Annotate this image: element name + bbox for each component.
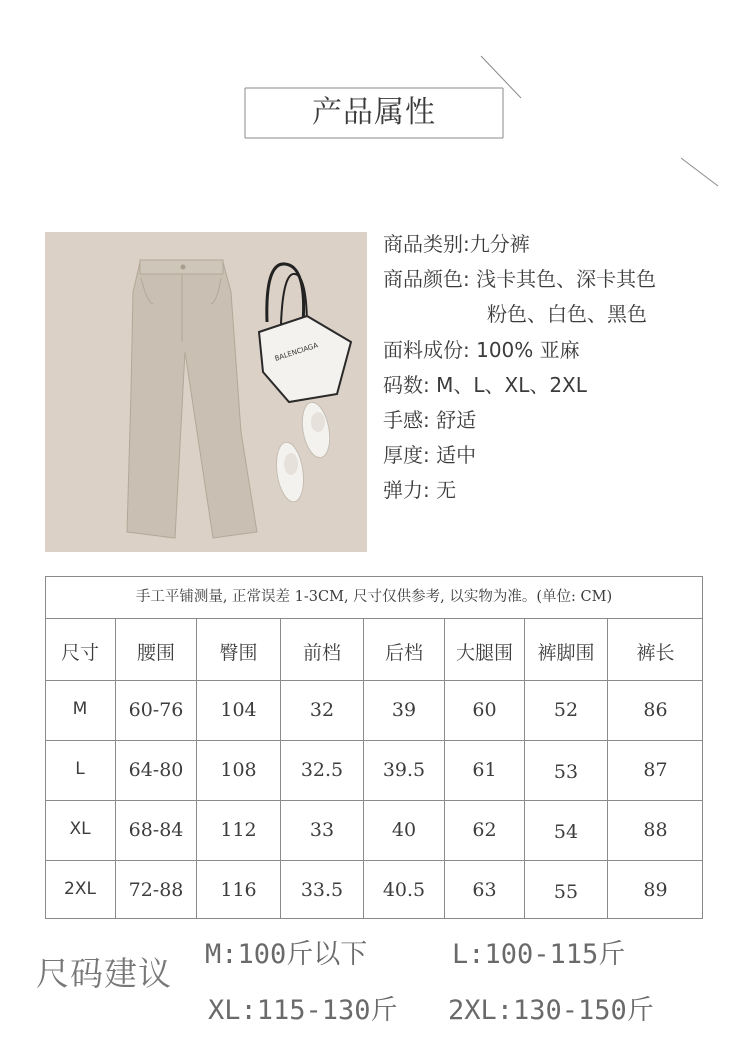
attr-thickness: 厚度: 适中 <box>383 443 477 467</box>
table-cell: 39.5 <box>382 759 426 781</box>
table-cell: 39 <box>391 699 417 721</box>
table-row-size: L <box>75 759 85 779</box>
table-cell: 32 <box>309 699 335 721</box>
table-cell: 60 <box>472 699 497 721</box>
attr-color-continued: 粉色、白色、黑色 <box>487 302 647 326</box>
table-cell: 89 <box>643 879 668 901</box>
header-thigh: 大腿围 <box>455 642 513 664</box>
header-back-rise: 后档 <box>384 642 423 664</box>
size-table <box>45 576 703 919</box>
attr-feel: 手感: 舒适 <box>383 408 477 432</box>
title-frame <box>245 88 503 138</box>
table-cell: 33.5 <box>300 879 344 901</box>
table-row-size: XL <box>69 819 91 839</box>
table-cell: 68-84 <box>128 819 184 841</box>
table-cell: 62 <box>472 819 497 841</box>
table-cell: 108 <box>220 759 257 781</box>
table-grid <box>45 576 703 919</box>
header-leg-opening: 裤脚围 <box>537 642 595 664</box>
size-suggestion-item: 2XL:130-150斤 <box>448 995 654 1026</box>
table-cell: 87 <box>643 759 668 781</box>
table-cell: 86 <box>643 699 668 721</box>
table-cell: 40 <box>391 819 417 841</box>
header-size: 尺寸 <box>60 642 99 664</box>
attr-category: 商品类别:九分裤 <box>383 232 530 256</box>
table-cell: 112 <box>220 819 257 841</box>
attr-material: 面料成份: 100% 亚麻 <box>383 338 580 362</box>
table-cell: 60-76 <box>128 699 184 721</box>
table-cell: 104 <box>220 699 257 721</box>
table-row-size: 2XL <box>64 879 96 899</box>
table-note: 手工平铺测量, 正常误差 1-3CM, 尺寸仅供参考, 以实物为准。(单位: CM) <box>135 589 613 605</box>
table-cell: 33 <box>309 819 335 841</box>
table-cell: 63 <box>472 879 497 901</box>
bag-brand-text: BALENCIAGA <box>273 341 320 363</box>
table-cell: 72-88 <box>128 879 184 901</box>
header-length: 裤长 <box>636 642 675 664</box>
size-suggestion-item: L:100-115斤 <box>452 939 626 970</box>
table-cell: 52 <box>553 699 579 721</box>
table-cell: 88 <box>643 819 668 841</box>
table-cell: 32.5 <box>300 759 344 781</box>
attr-sizes: 码数: M、L、XL、2XL <box>383 373 587 397</box>
product-photo <box>45 232 367 552</box>
table-cell: 61 <box>472 759 497 781</box>
table-cell: 55 <box>553 881 579 903</box>
header-hip: 臀围 <box>219 642 258 664</box>
table-cell: 40.5 <box>382 879 426 901</box>
page-title: 产品属性 <box>312 95 436 130</box>
table-cell: 116 <box>220 879 257 901</box>
size-suggestion-title: 尺码建议 <box>36 954 172 993</box>
size-suggestion-item: M:100斤以下 <box>205 939 368 970</box>
table-cell: 64-80 <box>128 759 184 781</box>
attr-color: 商品颜色: 浅卡其色、深卡其色 <box>383 267 657 291</box>
attr-elasticity: 弹力: 无 <box>383 478 457 502</box>
table-row-size: M <box>72 699 88 719</box>
size-suggestion-item: XL:115-130斤 <box>208 995 398 1026</box>
table-cell: 54 <box>553 821 579 843</box>
header-waist: 腰围 <box>136 642 175 664</box>
header-front-rise: 前档 <box>302 642 341 664</box>
table-cell: 53 <box>553 761 579 783</box>
